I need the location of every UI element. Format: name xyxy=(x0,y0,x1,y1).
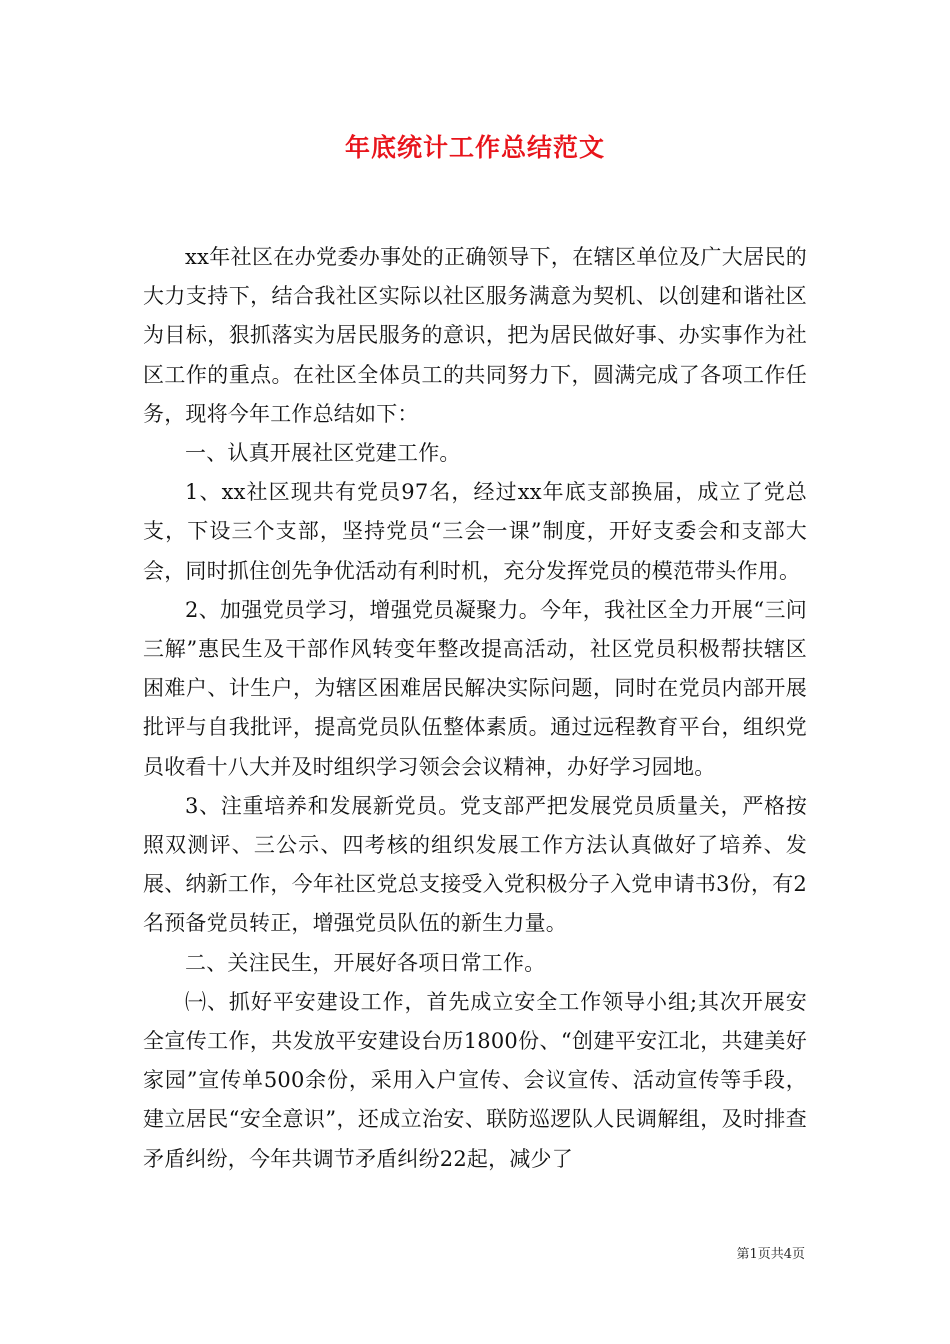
intro-paragraph: xx年社区在办党委办事处的正确领导下，在辖区单位及广大居民的大力支持下，结合我社区实际以社区服务满意为契机、以创建和谐社区为目标，狠抓落实为居民服务的意识，把为居民做好事、办实事作为社区工作的重点。在社区全体员工的共同努力下，圆满完成了各项工作任务，现将今年工作总结如下： xyxy=(143,245,807,426)
document-body xyxy=(143,238,807,1179)
paragraph-item-2: 2、加强党员学习，增强党员凝聚力。今年，我社区全力开展“三问三解”惠民生及干部作风转变年整改提高活动，社区党员积极帮扶辖区困难户、计生户，为辖区困难居民解决实际问题，同时在党员内部开展批评与自我批评，提高党员队伍整体素质。通过远程教育平台，组织党员收看十八大并及时组织学习领会会议精神，办好学习园地。 xyxy=(143,597,807,779)
paragraph-subitem-1: ㈠、抓好平安建设工作，首先成立安全工作领导小组;其次开展安全宣传工作，共发放平安建设台历1800份、“创建平安江北，共建美好家园”宣传单500余份，采用入户宣传、会议宣传、活动宣传等手段，建立居民“安全意识”，还成立治安、联防巡逻队人民调解组，及时排查矛盾纠纷，今年共调节矛盾纠纷22起，减少了 xyxy=(143,989,807,1171)
page-title: 年底统计工作总结范文 xyxy=(344,133,605,162)
section-heading-2: 二、关注民生，开展好各项日常工作。 xyxy=(185,950,546,975)
paragraph-item-3: 3、注重培养和发展新党员。党支部严把发展党员质量关，严格按照双测评、三公示、四考核的组织发展工作方法认真做好了培养、发展、纳新工作，今年社区党总支接受入党积极分子入党申请书3份，有2名预备党员转正，增强党员队伍的新生力量。 xyxy=(143,793,807,936)
section-heading-1: 一、认真开展社区党建工作。 xyxy=(185,441,461,466)
paragraph-item-1: 1、xx社区现共有党员97名，经过xx年底支部换届，成立了党总支，下设三个支部，坚持党员“三会一课”制度，开好支委会和支部大会，同时抓住创先争优活动有利时机，充分发挥党员的模范带头作用。 xyxy=(143,480,807,583)
page-number: 第1页共4页 xyxy=(736,1247,805,1262)
